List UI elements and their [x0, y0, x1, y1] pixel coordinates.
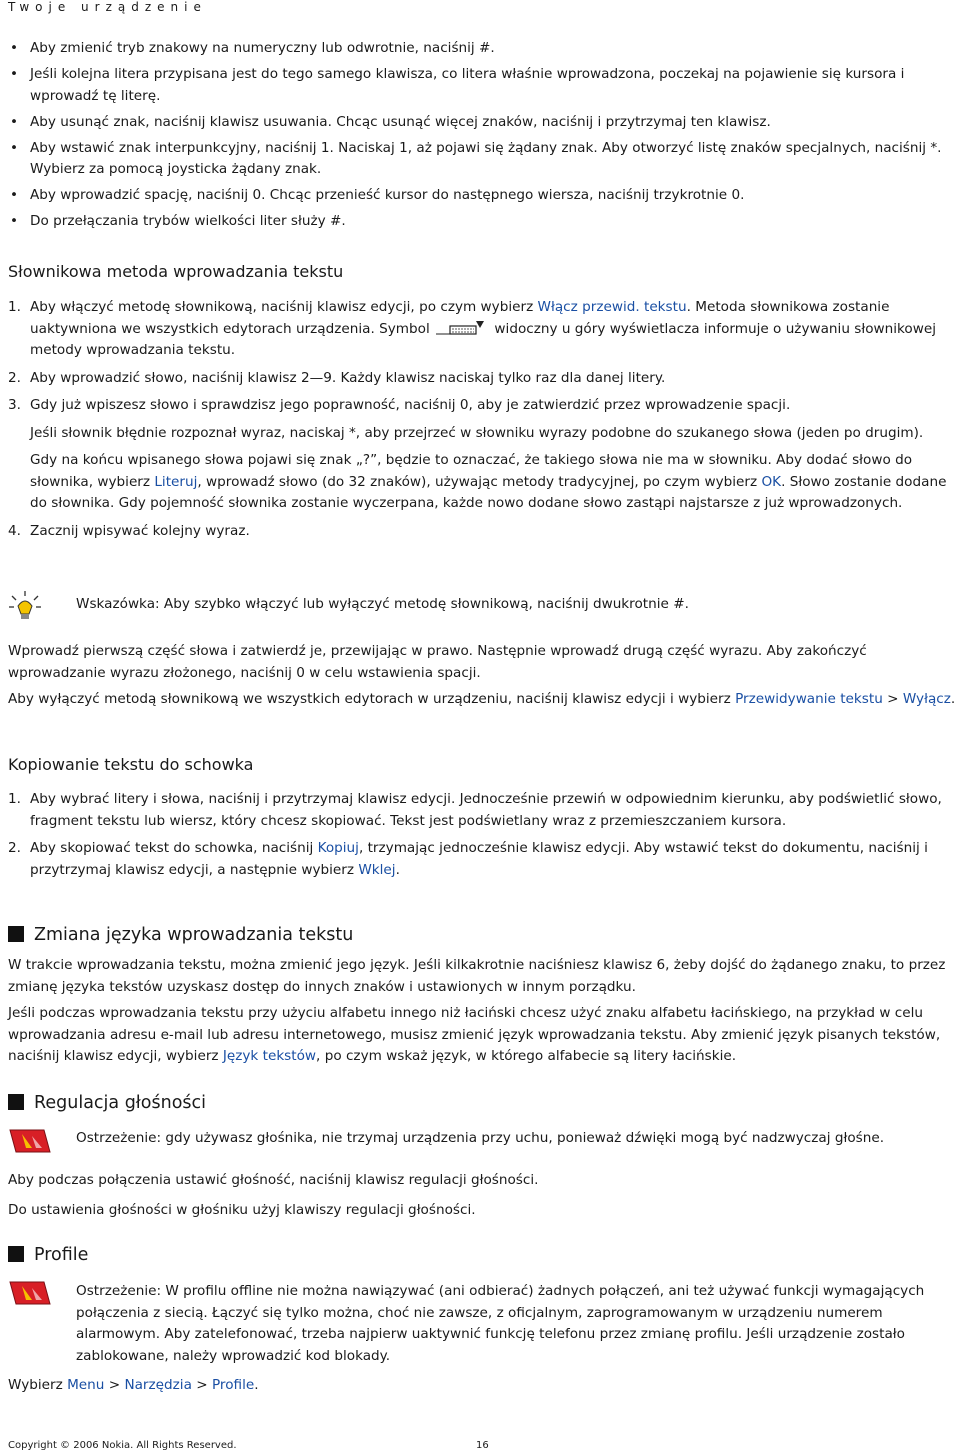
list-item: 3. Gdy już wpiszesz słowo i sprawdzisz jego poprawność, naciśnij 0, aby je zatwierdzić przez wprowadzenie spacji. Jeśli słownik błędnie rozpoznał wyraz, naciskaj *, aby przejrzeć w słowniku wyrazy podobne do szukanego słowa (jeden po drugim). Gdy na końcu wpisanego słowa pojawi się znak „?”, będzie to oznaczać, że takiego słowa nie ma w słowniku. Aby dodać słowo do słownika, wybierz Literuj, wprowadź słowo (do 32 znaków), używając metody tradycyjnej, po czym wybierz OK. Słowo zostanie dodane do słownika. Gdy pojemność słownika zostanie wyczerpana, każde nowo dodane słowo zastąpi najstarsze z już wprowadzonych. — [8, 397, 947, 511]
list-item: • Aby zmienić tryb znakowy na numeryczny lub odwrotnie, naciśnij #. — [8, 38, 956, 60]
section-square-icon — [8, 1246, 24, 1262]
volume-warning-note: Ostrzeżenie: gdy używasz głośnika, nie trzymaj urządzenia przy uchu, ponieważ dźwięki mogą być nadzwyczaj głośne. — [76, 1130, 885, 1146]
disable-link[interactable]: Wyłącz — [902, 691, 951, 707]
list-item: 1. Aby włączyć metodę słownikową, naciśnij klawisz edycji, po czym wybierz Włącz przewid. tekstu. Metoda słownikowa zostanie uaktywniona we wszystkich edytorach urządzenia. Symbol widoczny u góry wyświetlacza informuje o używaniu słownikowej metody wprowadzania tekstu. — [8, 299, 936, 358]
list-item: • Do przełączania trybów wielkości liter służy #. — [8, 211, 956, 233]
lightbulb-tip-icon — [8, 590, 42, 622]
input-tips-list — [8, 38, 956, 238]
bullet-icon: • — [10, 40, 19, 56]
section-title-language: Zmiana języka wprowadzania tekstu — [8, 925, 353, 945]
tip-label: Wskazówka: — [76, 596, 160, 612]
tools-link[interactable]: Narzędzia — [124, 1377, 192, 1393]
profiles-link[interactable]: Profile — [211, 1377, 255, 1393]
section-square-icon — [8, 1094, 24, 1110]
ok-link[interactable]: OK — [761, 473, 782, 490]
warning-icon — [8, 1126, 52, 1156]
paste-link[interactable]: Wklej — [358, 861, 396, 878]
volume-paragraph: Aby podczas połączenia ustawić głośność, naciśnij klawisz regulacji głośności. — [8, 1172, 539, 1188]
section-title-dictionary: Słownikowa metoda wprowadzania tekstu — [8, 262, 344, 281]
bullet-icon: • — [10, 66, 19, 83]
running-head: Twoje urządzenie — [8, 0, 207, 14]
warning-label: Ostrzeżenie: — [76, 1130, 162, 1146]
section-title-profile: Profile — [8, 1245, 88, 1265]
profile-path-paragraph: Wybierz Menu > Narzędzia > Profile. — [8, 1377, 259, 1393]
section-title-clipboard: Kopiowanie tekstu do schowka — [8, 755, 254, 774]
dictionary-steps — [8, 297, 956, 542]
language-paragraph-2: Jeśli podczas wprowadzania tekstu przy użyciu alfabetu innego niż łaciński chcesz użyć znaku alfabetu łacińskiego, na przykład w celu wprowadzania adresu e-mail lub adresu internetowego, musisz zmienić język wprowadzania tekstu. Aby zmienić język pisanych tekstów, naciśnij klawisz edycji, wybierz Język tekstów, po czym wskaż język, w którego alfabecie są litery łacińskie. — [8, 1005, 941, 1064]
profile-warning-note: Ostrzeżenie: W profilu offline nie można nawiązywać (ani odbierać) żadnych połączeń, ani też używać funkcji wymagających połączenia z siecią. Łączyć się tylko można, choć nie zawsze, z oficjalnym, zaprogramowanym w urządzeniu numerem alarmowym. Aby zatelefonować, trzeba najpierw uaktywnić funkcję telefonu przez zmianę profilu. Jeśli urządzenie zostało zablokowane, należy wprowadzić kod blokady. — [76, 1283, 925, 1364]
warning-icon — [8, 1278, 52, 1308]
volume-paragraph-2: Do ustawienia głośności w głośniku użyj klawiszy regulacji głośności. — [8, 1202, 476, 1218]
section-title-volume: Regulacja głośności — [8, 1093, 206, 1113]
language-paragraph: W trakcie wprowadzania tekstu, można zmienić jego język. Jeśli kilkakrotnie naciśniesz klawisz 6, żeby dojść do żądanego znaku, to przez zmianę języka tekstów uzyskasz dostęp do innych znaków i ustawionych w innym porządku. — [8, 957, 946, 995]
bullet-icon: • — [10, 213, 19, 230]
bullet-icon: • — [10, 139, 19, 156]
list-item: • Aby wstawić znak interpunkcyjny, naciśnij 1. Naciskaj 1, aż pojawi się żądany znak. Aby otworzyć listę znaków specjalnych, naciśnij *. Wybierz za pomocą joysticka żądany znak. — [10, 139, 942, 178]
compound-words-paragraph: Wprowadź pierwszą część słowa i zatwierdź je, przewijając w prawo. Następnie wprowadź drugą część wyrazu. Aby zakończyć wprowadzanie wyrazu złożonego, naciśnij 0 w celu wstawienia spacji. — [8, 643, 867, 681]
enable-predictive-link[interactable]: Włącz przewid. tekstu — [537, 299, 687, 315]
list-item: • Aby usunąć znak, naciśnij klawisz usuwania. Chcąc usunąć więcej znaków, naciśnij i przytrzymaj ten klawisz. — [8, 112, 956, 134]
warning-label: Ostrzeżenie: — [76, 1283, 162, 1299]
list-item: 1. Aby wybrać litery i słowa, naciśnij i przytrzymaj klawisz edycji. Jednocześnie przewiń w odpowiednim kierunku, aby podświetlić słowo, fragment tekstu lub wiersz, który chcesz skopiować. Tekst jest podświetlany wraz z przemieszczaniem kursora. — [8, 791, 942, 829]
disable-predictive-paragraph: Aby wyłączyć metodą słownikową we wszystkich edytorach w urządzeniu, naciśnij klawisz edycji i wybierz Przewidywanie tekstu > Wyłącz. — [8, 691, 956, 707]
list-item: 4. Zacznij wpisywać kolejny wyraz. — [8, 522, 250, 539]
copy-link[interactable]: Kopiuj — [317, 840, 359, 856]
bullet-icon: • — [10, 113, 19, 130]
writing-language-link[interactable]: Język tekstów — [222, 1048, 317, 1064]
page-number: 16 — [476, 1440, 489, 1451]
predictive-text-link[interactable]: Przewidywanie tekstu — [735, 691, 883, 707]
list-item: • Aby wprowadzić spację, naciśnij 0. Chcąc przenieść kursor do następnego wiersza, naciśnij trzykrotnie 0. — [8, 185, 956, 207]
list-item: 2. Aby wprowadzić słowo, naciśnij klawisz 2—9. Każdy klawisz naciskaj tylko raz dla danej litery. — [8, 369, 666, 386]
list-item: • Jeśli kolejna litera przypisana jest do tego samego klawisza, co litera właśnie wprowadzona, poczekaj na pojawienie się kursora i wprowadź tę literę. — [10, 66, 905, 104]
tip-note: Wskazówka: Aby szybko włączyć lub wyłączyć metodę słownikową, naciśnij dwukrotnie #. — [76, 596, 689, 612]
page-footer — [8, 1440, 956, 1451]
menu-link[interactable]: Menu — [67, 1377, 105, 1393]
spell-link[interactable]: Literuj — [154, 473, 198, 490]
clipboard-steps — [8, 789, 956, 881]
copyright-text: Copyright © 2006 Nokia. All Rights Reserved. — [8, 1440, 237, 1451]
bullet-icon: • — [10, 187, 19, 204]
section-square-icon — [8, 926, 24, 942]
list-item: 2. Aby skopiować tekst do schowka, naciśnij Kopiuj, trzymając jednocześnie klawisz edycji. Aby wstawić tekst do dokumentu, naciśnij i przytrzymaj klawisz edycji, a następnie wybierz Wklej. — [8, 840, 928, 878]
predictive-text-icon — [436, 320, 488, 336]
